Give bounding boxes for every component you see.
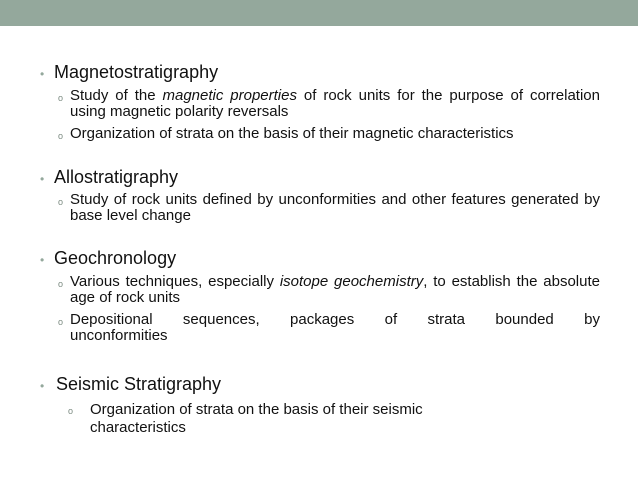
heading-allostratigraphy: Allostratigraphy <box>54 167 179 187</box>
bullet-dot-icon: • <box>40 67 45 81</box>
hollow-circle-icon: o <box>58 197 64 207</box>
text-magnetic-properties: Study of the magnetic properties of rock units for the purpose of correlation using magnetic polarity reversals <box>70 87 600 120</box>
bullet-seismic-stratigraphy <box>40 374 221 395</box>
text-seismic: Organization of strata on the basis of their seismic characteristics <box>90 401 423 436</box>
heading-geochronology: Geochronology <box>54 248 177 268</box>
hollow-circle-icon: o <box>58 317 64 327</box>
sub-bullet-unconformities <box>58 192 600 224</box>
hollow-circle-icon: o <box>58 279 64 289</box>
bullet-geochronology <box>40 248 176 269</box>
heading-magnetostratigraphy: Magnetostratigraphy <box>54 62 219 82</box>
hollow-circle-icon: o <box>58 131 64 141</box>
text-magnetic-organization: Organization of strata on the basis of their magnetic characteristics <box>70 125 514 142</box>
sub-bullet-isotope <box>58 274 600 306</box>
text-depositional: Depositional sequences, packages of strata bounded by unconformities <box>70 311 600 344</box>
hollow-circle-icon: o <box>58 93 64 103</box>
text-isotope: Various techniques, especially isotope geochemistry, to establish the absolute age of rock units <box>70 273 600 306</box>
bullet-dot-icon: • <box>40 379 45 393</box>
sub-bullet-magnetic-properties <box>58 88 600 120</box>
bullet-magnetostratigraphy <box>40 62 218 83</box>
bullet-dot-icon: • <box>40 172 45 186</box>
hollow-circle-icon: o <box>68 406 74 416</box>
bullet-dot-icon: • <box>40 253 45 267</box>
sub-bullet-seismic <box>68 401 508 437</box>
sub-bullet-magnetic-organization <box>58 126 600 142</box>
heading-seismic-stratigraphy: Seismic Stratigraphy <box>56 374 222 394</box>
text-unconformities: Study of rock units defined by unconformities and other features generated by base level change <box>70 191 600 224</box>
bullet-allostratigraphy <box>40 167 178 188</box>
sub-bullet-depositional <box>58 312 600 344</box>
